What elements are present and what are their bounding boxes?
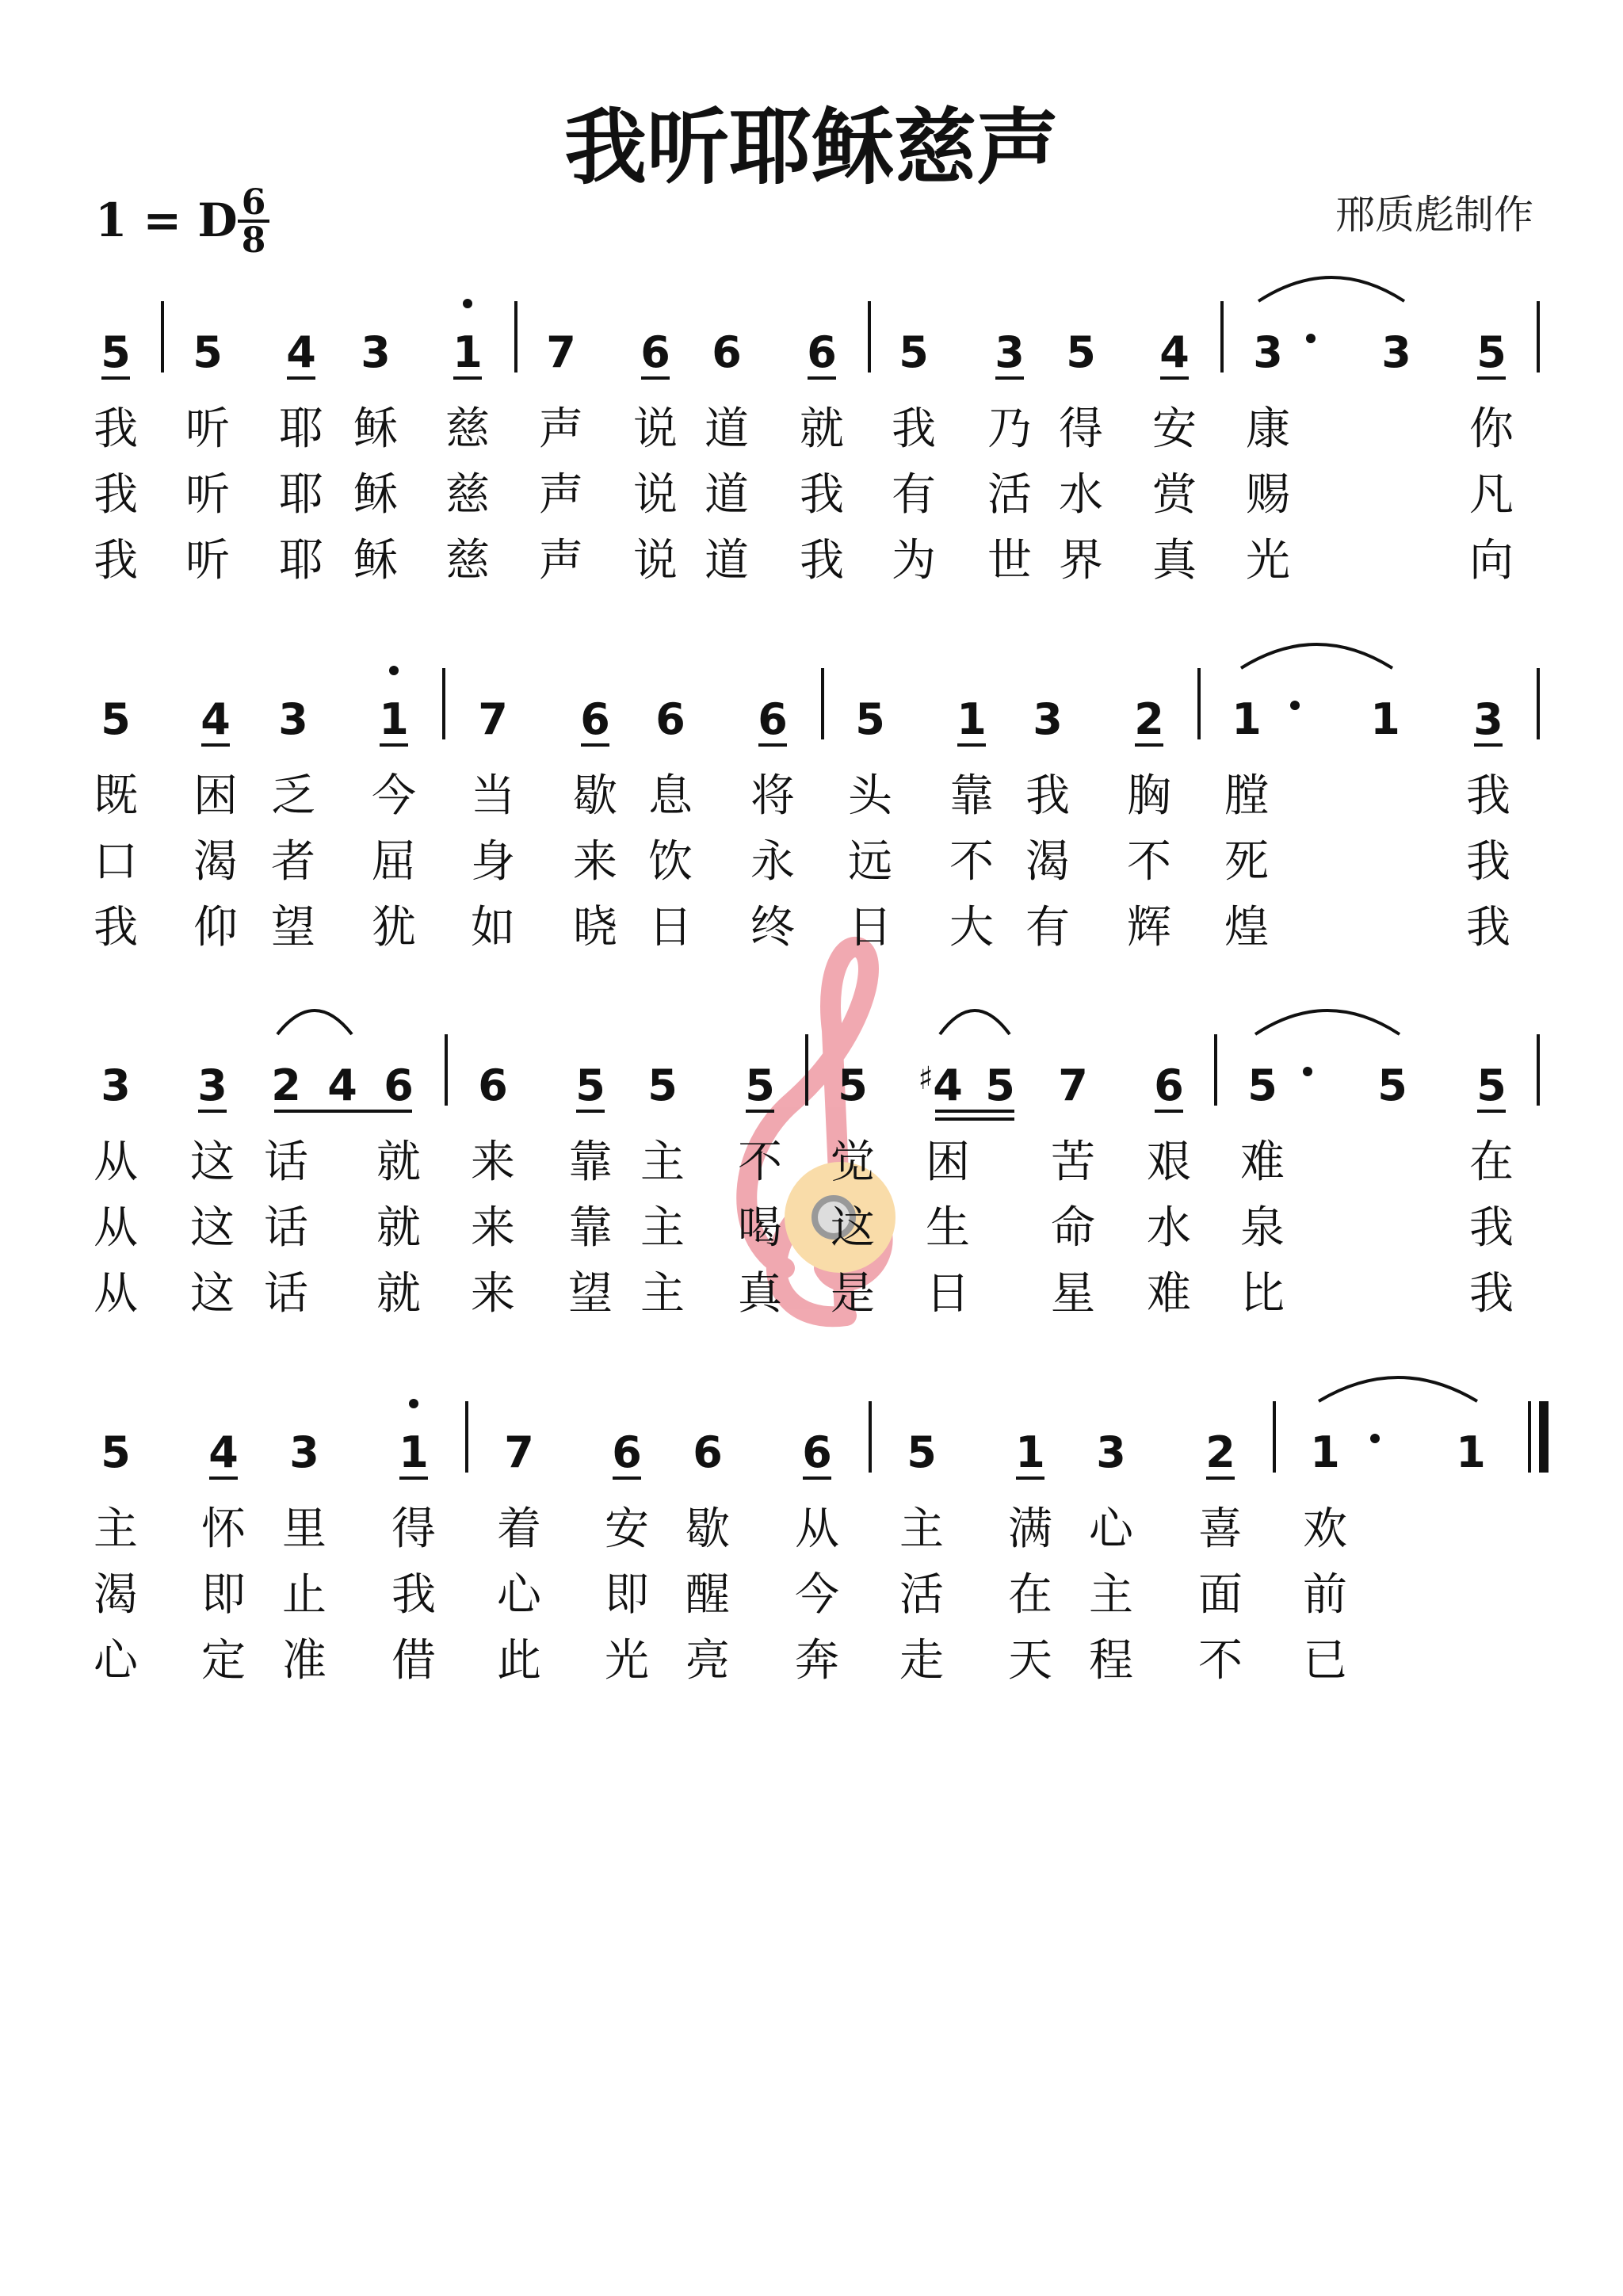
lyric-char: 活 (899, 1569, 944, 1621)
note: 5 (899, 327, 929, 377)
lyric-char: 困 (193, 770, 238, 822)
lyric-char: 我 (1466, 836, 1510, 888)
note: 3 (101, 1060, 131, 1110)
lyric-char: 来 (471, 1202, 515, 1254)
lyric-char: 真 (738, 1268, 782, 1320)
lyric-char: 煌 (1224, 902, 1269, 953)
note: 5 (1247, 1060, 1277, 1110)
note: 6 (640, 327, 670, 377)
page-title: 我听耶稣慈声 (563, 98, 1060, 196)
lyric-char: 主 (899, 1503, 944, 1555)
lyric-char: 听 (185, 469, 230, 521)
lyric-char: 向 (1469, 535, 1514, 586)
lyric-char: 就 (376, 1202, 421, 1254)
lyric-char: 死 (1224, 836, 1269, 888)
lyric-char: 犹 (372, 902, 416, 953)
lyric-char: 望 (271, 902, 315, 953)
lyric-char: 不 (1198, 1635, 1243, 1687)
lyric-char: 膛 (1224, 770, 1269, 822)
augmentation-dot (1290, 701, 1300, 710)
lyric-char: 即 (605, 1569, 649, 1621)
note: 7 (1058, 1060, 1088, 1110)
note: 4 (286, 327, 316, 377)
lyric-char: 有 (892, 469, 936, 521)
lyric-char: 里 (282, 1503, 327, 1555)
lyric-char: 觉 (831, 1137, 875, 1188)
lyric-char: 靠 (949, 770, 994, 822)
lyric-char: 赐 (1246, 469, 1290, 521)
lyric-char: 怀 (201, 1503, 246, 1555)
lyric-char: 水 (1147, 1202, 1191, 1254)
lyric-char: 心 (94, 1635, 138, 1687)
lyric-char: 声 (539, 535, 583, 586)
lyric-char: 来 (471, 1137, 515, 1188)
lyric-char: 歇 (573, 770, 617, 822)
lyric-char: 屈 (372, 836, 416, 888)
note: 1 (1370, 694, 1400, 744)
lyric-char: 醒 (685, 1569, 730, 1621)
lyric-char: 慈 (445, 403, 490, 455)
lyric-char: 在 (1469, 1137, 1514, 1188)
lyric-char: 安 (1152, 403, 1197, 455)
lyric-char: 天 (1008, 1635, 1052, 1687)
note: 1 (1015, 1427, 1045, 1477)
note: 4 (1159, 327, 1190, 377)
lyric-char: 从 (94, 1268, 138, 1320)
lyric-char: 奔 (795, 1635, 839, 1687)
note: 6 (712, 327, 742, 377)
lyric-char: 渴 (1025, 836, 1070, 888)
note: 3 (1253, 327, 1283, 377)
lyric-char: 你 (1469, 403, 1514, 455)
lyric-char: 已 (1303, 1635, 1347, 1687)
lyric-char: 我 (800, 535, 844, 586)
lyric-char: 说 (633, 403, 678, 455)
lyric-char: 话 (264, 1137, 308, 1188)
lyric-char: 话 (264, 1202, 308, 1254)
lyric-char: 耶 (279, 469, 323, 521)
lyric-char: 安 (605, 1503, 649, 1555)
music-system (94, 644, 1538, 953)
note: 7 (546, 327, 576, 377)
note: 5 (985, 1060, 1015, 1110)
lyric-char: 日 (848, 902, 892, 953)
lyric-char: 头 (848, 770, 892, 822)
lyric-char: 将 (750, 770, 795, 822)
note: 4 (208, 1427, 239, 1477)
note: 5 (907, 1427, 937, 1477)
augmentation-dot (1370, 1434, 1380, 1443)
lyric-char: 我 (1469, 1268, 1514, 1320)
lyric-char: 程 (1089, 1635, 1133, 1687)
note: 6 (612, 1427, 642, 1477)
lyric-char: 乏 (271, 770, 315, 822)
lyric-char: 欢 (1303, 1503, 1347, 1555)
note: 6 (693, 1427, 723, 1477)
note: 3 (289, 1427, 319, 1477)
lyric-char: 苦 (1051, 1137, 1095, 1188)
lyric-char: 靠 (568, 1137, 613, 1188)
note: 5 (1377, 1060, 1407, 1110)
lyric-char: 口 (94, 836, 138, 888)
tie-slur (940, 1010, 1010, 1034)
lyric-char: 康 (1246, 403, 1290, 455)
lyric-char: 听 (185, 403, 230, 455)
sharp-sign: ♯ (918, 1060, 934, 1097)
octave-up-dot (463, 299, 472, 308)
lyric-char: 说 (633, 535, 678, 586)
note: 6 (478, 1060, 508, 1110)
lyric-char: 主 (640, 1202, 685, 1254)
lyric-char: 息 (648, 770, 693, 822)
note: 1 (1310, 1427, 1340, 1477)
lyric-char: 界 (1059, 535, 1103, 586)
lyric-char: 得 (391, 1503, 436, 1555)
lyric-char: 比 (1240, 1268, 1285, 1320)
lyric-char: 辉 (1127, 902, 1171, 953)
tie-slur (1258, 277, 1404, 301)
lyric-char: 有 (1025, 902, 1070, 953)
lyric-char: 泉 (1240, 1202, 1285, 1254)
lyric-char: 是 (831, 1268, 875, 1320)
note: 6 (802, 1427, 832, 1477)
note: 1 (379, 694, 409, 744)
lyric-char: 生 (926, 1202, 970, 1254)
lyric-char: 在 (1008, 1569, 1052, 1621)
lyric-char: 道 (705, 403, 749, 455)
note: 5 (101, 694, 131, 744)
lyric-char: 困 (926, 1137, 970, 1188)
lyric-char: 主 (94, 1503, 138, 1555)
lyric-char: 我 (94, 403, 138, 455)
lyric-char: 听 (185, 535, 230, 586)
lyric-char: 身 (471, 836, 515, 888)
lyric-char: 话 (264, 1268, 308, 1320)
lyric-char: 既 (94, 770, 138, 822)
note: 3 (197, 1060, 227, 1110)
lyric-char: 此 (497, 1635, 541, 1687)
lyric-char: 光 (1246, 535, 1290, 586)
lyric-char: 我 (1466, 902, 1510, 953)
lyric-char: 望 (568, 1268, 613, 1320)
octave-up-dot (389, 666, 399, 675)
lyric-char: 远 (848, 836, 892, 888)
lyric-char: 喜 (1198, 1503, 1243, 1555)
note: 5 (1476, 327, 1507, 377)
note: 3 (278, 694, 308, 744)
lyric-char: 艰 (1147, 1137, 1191, 1188)
lyric-char: 稣 (353, 535, 398, 586)
lyric-char: 得 (1059, 403, 1103, 455)
lyric-char: 这 (831, 1202, 875, 1254)
lyric-char: 来 (573, 836, 617, 888)
lyric-char: 从 (94, 1137, 138, 1188)
lyric-char: 今 (795, 1569, 839, 1621)
note: 3 (1033, 694, 1063, 744)
lyric-char: 耶 (279, 535, 323, 586)
octave-up-dot (409, 1399, 418, 1408)
lyric-char: 这 (190, 1268, 235, 1320)
lyric-char: 这 (190, 1202, 235, 1254)
lyric-char: 定 (201, 1635, 246, 1687)
lyric-char: 慈 (445, 469, 490, 521)
lyric-char: 世 (987, 535, 1032, 586)
lyric-char: 前 (1303, 1569, 1347, 1621)
lyric-char: 就 (376, 1268, 421, 1320)
tie-slur (1255, 1010, 1400, 1034)
meter-bottom: 8 (241, 220, 266, 261)
note: 4 (200, 694, 231, 744)
note: 7 (478, 694, 508, 744)
tie-slur (277, 1010, 352, 1034)
note: 5 (1476, 1060, 1507, 1110)
note: 6 (807, 327, 837, 377)
lyric-char: 不 (1127, 836, 1171, 888)
lyric-char: 来 (471, 1268, 515, 1320)
lyric-char: 靠 (568, 1202, 613, 1254)
note: 3 (1381, 327, 1411, 377)
lyric-char: 如 (471, 902, 515, 953)
lyric-char: 大 (949, 902, 994, 953)
lyric-char: 稣 (353, 469, 398, 521)
lyric-char: 准 (282, 1635, 327, 1687)
note: 1 (1232, 694, 1262, 744)
lyric-char: 当 (471, 770, 515, 822)
note: 4 (933, 1060, 963, 1110)
note: 5 (745, 1060, 775, 1110)
note: 5 (193, 327, 223, 377)
lyric-char: 今 (372, 770, 416, 822)
lyric-char: 者 (271, 836, 315, 888)
lyric-char: 为 (892, 535, 936, 586)
lyric-char: 耶 (279, 403, 323, 455)
lyric-char: 光 (605, 1635, 649, 1687)
lyric-char: 主 (640, 1137, 685, 1188)
lyric-char: 声 (539, 403, 583, 455)
lyric-char: 道 (705, 535, 749, 586)
note: 1 (1456, 1427, 1486, 1477)
music-system (94, 277, 1538, 586)
note: 3 (1096, 1427, 1126, 1477)
lyric-char: 着 (497, 1503, 541, 1555)
lyric-char: 面 (1198, 1569, 1243, 1621)
note: 5 (1066, 327, 1096, 377)
note: 2 (271, 1060, 301, 1110)
note: 6 (1154, 1060, 1184, 1110)
lyric-char: 说 (633, 469, 678, 521)
lyric-char: 我 (391, 1569, 436, 1621)
lyric-char: 终 (750, 902, 795, 953)
lyric-char: 借 (391, 1635, 436, 1687)
key-signature (95, 182, 269, 261)
lyric-char: 饮 (648, 836, 693, 888)
lyric-char: 渴 (193, 836, 238, 888)
lyric-char: 乃 (987, 403, 1032, 455)
note: 5 (647, 1060, 678, 1110)
lyric-char: 水 (1059, 469, 1103, 521)
note: 2 (1134, 694, 1164, 744)
note: 3 (361, 327, 391, 377)
note: 6 (580, 694, 610, 744)
lyric-char: 道 (705, 469, 749, 521)
lyric-char: 走 (899, 1635, 944, 1687)
lyric-char: 难 (1147, 1268, 1191, 1320)
lyric-char: 声 (539, 469, 583, 521)
note: 4 (327, 1060, 357, 1110)
note: 5 (838, 1060, 868, 1110)
lyric-char: 命 (1051, 1202, 1095, 1254)
lyric-char: 我 (94, 469, 138, 521)
lyric-char: 难 (1240, 1137, 1285, 1188)
lyric-char: 日 (648, 902, 693, 953)
note: 1 (453, 327, 483, 377)
lyric-char: 我 (1466, 770, 1510, 822)
lyric-char: 就 (800, 403, 844, 455)
lyric-char: 不 (949, 836, 994, 888)
note: 5 (101, 1427, 131, 1477)
lyric-char: 我 (94, 535, 138, 586)
lyric-char: 赏 (1152, 469, 1197, 521)
meter-top: 6 (241, 182, 266, 223)
treble-clef-watermark[interactable] (747, 947, 896, 1316)
lyric-char: 渴 (94, 1569, 138, 1621)
note: 3 (995, 327, 1025, 377)
note: 7 (504, 1427, 534, 1477)
lyric-char: 活 (987, 469, 1032, 521)
lyric-char: 止 (282, 1569, 327, 1621)
augmentation-dot (1303, 1067, 1312, 1076)
lyric-char: 亮 (685, 1635, 730, 1687)
augmentation-dot (1306, 334, 1316, 343)
lyric-char: 不 (738, 1137, 782, 1188)
tie-slur (1319, 1377, 1477, 1401)
note: 5 (855, 694, 885, 744)
lyric-char: 心 (1089, 1503, 1133, 1555)
lyric-char: 真 (1152, 535, 1197, 586)
lyric-char: 胸 (1127, 770, 1171, 822)
lyric-char: 歇 (685, 1503, 730, 1555)
lyric-char: 我 (1025, 770, 1070, 822)
lyric-char: 心 (497, 1569, 541, 1621)
lyric-char: 永 (750, 836, 795, 888)
note: 3 (1473, 694, 1503, 744)
key-label: 1 = D (95, 193, 238, 247)
lyric-char: 我 (94, 902, 138, 953)
lyric-char: 我 (892, 403, 936, 455)
lyric-char: 主 (640, 1268, 685, 1320)
note: 6 (655, 694, 685, 744)
lyric-char: 即 (201, 1569, 246, 1621)
lyric-char: 仰 (193, 902, 238, 953)
note: 5 (575, 1060, 605, 1110)
note: 2 (1205, 1427, 1235, 1477)
note: 1 (957, 694, 987, 744)
lyric-char: 满 (1008, 1503, 1052, 1555)
lyric-char: 我 (1469, 1202, 1514, 1254)
arranger-credit: 邢质彪制作 (1335, 192, 1533, 238)
tie-slur (1241, 644, 1392, 668)
lyric-char: 稣 (353, 403, 398, 455)
lyric-char: 凡 (1469, 469, 1514, 521)
music-system (94, 1377, 1544, 1687)
lyric-char: 从 (94, 1202, 138, 1254)
lyric-char: 日 (926, 1268, 970, 1320)
note: 1 (399, 1427, 429, 1477)
lyric-char: 从 (795, 1503, 839, 1555)
lyric-char: 我 (800, 469, 844, 521)
lyric-char: 慈 (445, 535, 490, 586)
lyric-char: 晓 (573, 902, 617, 953)
note: 5 (101, 327, 131, 377)
lyric-char: 喝 (738, 1202, 782, 1254)
lyric-char: 这 (190, 1137, 235, 1188)
lyric-char: 星 (1051, 1268, 1095, 1320)
lyric-char: 就 (376, 1137, 421, 1188)
note: 6 (384, 1060, 414, 1110)
note: 6 (758, 694, 788, 744)
lyric-char: 主 (1089, 1569, 1133, 1621)
